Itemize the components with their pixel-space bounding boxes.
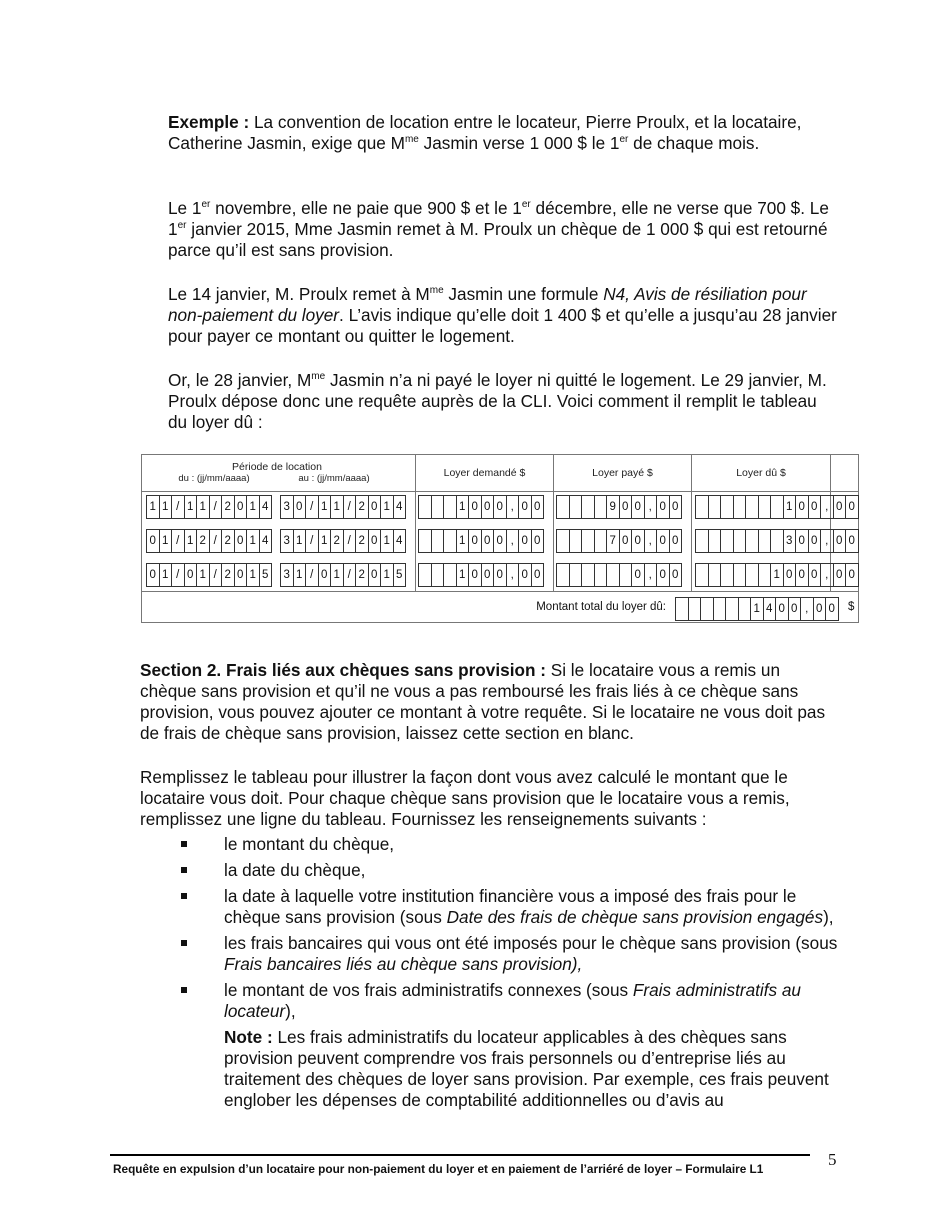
char-box: 1 (771, 563, 784, 587)
char-box: 1 (247, 563, 260, 587)
char-box (620, 563, 633, 587)
char-box: 3 (280, 495, 294, 519)
char-box: / (344, 563, 357, 587)
char-box: 1 (457, 529, 470, 553)
char-box (695, 563, 709, 587)
char-box: / (172, 495, 185, 519)
char-box (709, 495, 722, 519)
char-box (556, 529, 570, 553)
char-box: 1 (197, 563, 210, 587)
char-box: 1 (457, 495, 470, 519)
char-box: 0 (185, 563, 198, 587)
char-box: 0 (670, 529, 683, 553)
header-owed: Loyer dû $ (736, 467, 786, 479)
char-box: 0 (834, 495, 847, 519)
char-box: 0 (146, 529, 160, 553)
char-box: 0 (235, 529, 248, 553)
char-box: 1 (784, 495, 797, 519)
char-box (759, 563, 772, 587)
char-box: 0 (796, 495, 809, 519)
char-box: 1 (457, 563, 470, 587)
char-box: 1 (294, 529, 307, 553)
char-box: 1 (751, 597, 764, 621)
header-period: Période de location (232, 461, 322, 473)
char-box (689, 597, 702, 621)
char-box: 3 (280, 529, 294, 553)
char-box: / (210, 529, 223, 553)
char-box: 1 (160, 563, 173, 587)
char-box (432, 495, 445, 519)
char-box: 0 (657, 529, 670, 553)
char-box: 4 (260, 495, 273, 519)
char-box: 0 (482, 495, 495, 519)
char-box: / (210, 495, 223, 519)
char-box: 0 (369, 529, 382, 553)
char-box: 1 (294, 563, 307, 587)
char-box: 2 (197, 529, 210, 553)
char-box (570, 563, 583, 587)
char-box: 1 (185, 529, 198, 553)
char-box: 4 (260, 529, 273, 553)
char-box: 0 (776, 597, 789, 621)
char-box: 2 (356, 529, 369, 553)
char-box: 9 (607, 495, 620, 519)
footer-title: Requête en expulsion d’un locataire pour non-paiement du loyer et en paiement de l’arriéré de loyer – Formulaire L1 (113, 1162, 764, 1176)
char-box (726, 597, 739, 621)
example-paragraph-2: Le 1er novembre, elle ne paie que 900 $ et le 1er décembre, elle ne verse que 700 $. Le 1er janvier 2015, Mme Jasmin remet à M. Proulx un chèque de 1 000 $ qui est retourné parce qu’il est sans provision. (168, 198, 829, 260)
char-box: , (645, 563, 658, 587)
list-item: la date du chèque, (140, 860, 840, 881)
char-box: 0 (809, 495, 822, 519)
char-box: 0 (846, 495, 859, 519)
owed-amount-boxes (695, 563, 859, 587)
char-box: , (645, 529, 658, 553)
example-paragraph-4: Or, le 28 janvier, $M^{me}$ Jasmin n’a ni payé le loyer ni quitté le logement. Le 29 janvier, M. Proulx dépose donc une requête auprès de la CLI. Voici comment il remplit le tableau du loyer dû : (168, 370, 827, 432)
char-box: 0 (469, 495, 482, 519)
date-to-boxes (280, 563, 406, 587)
char-box (759, 495, 772, 519)
char-box (746, 529, 759, 553)
char-box: 0 (809, 529, 822, 553)
example-paragraph-1: Exemple : La convention de location entre le locateur, Pierre Proulx, et la locataire, Catherine Jasmin, exige que $M^{me}$ Jasmin verse 1 000 $ le 1er de chaque mois. (168, 112, 802, 153)
char-box: 0 (796, 529, 809, 553)
char-box: / (306, 529, 319, 553)
char-box: 5 (394, 563, 407, 587)
char-box (721, 495, 734, 519)
date-to-boxes (280, 495, 406, 519)
char-box: / (344, 495, 357, 519)
char-box (418, 563, 432, 587)
char-box: 0 (814, 597, 827, 621)
char-box (695, 495, 709, 519)
date-from-boxes (146, 495, 272, 519)
char-box (746, 495, 759, 519)
char-box (734, 495, 747, 519)
char-box: 0 (834, 529, 847, 553)
header-from: du : (jj/mm/aaaa) (178, 473, 250, 484)
char-box: 0 (632, 563, 645, 587)
char-box (746, 563, 759, 587)
rent-owed-table (141, 454, 859, 623)
char-box: 2 (356, 563, 369, 587)
char-box (556, 563, 570, 587)
list-item: les frais bancaires qui vous ont été imposés pour le chèque sans provision (sous Frais bancaires liés au chèque sans provision), (140, 933, 840, 975)
char-box: 0 (670, 495, 683, 519)
char-box (418, 529, 432, 553)
char-box: 7 (607, 529, 620, 553)
char-box: 0 (494, 563, 507, 587)
char-box: 1 (331, 495, 344, 519)
total-label: Montant total du loyer dû: (536, 601, 666, 613)
char-box (675, 597, 689, 621)
char-box: / (306, 563, 319, 587)
char-box: 3 (280, 563, 294, 587)
char-box: 1 (319, 495, 332, 519)
char-box (444, 529, 457, 553)
char-box: 0 (809, 563, 822, 587)
requested-amount-boxes (418, 529, 544, 553)
char-box: 0 (657, 495, 670, 519)
char-box: 0 (789, 597, 802, 621)
char-box (582, 529, 595, 553)
example-paragraph-3: Le 14 janvier, M. Proulx remet à $M^{me}$ Jasmin une formule N4, Avis de résiliation pour non-paiement du loyer. L’avis indique qu’elle doit 1 400 $ et qu’elle a jusqu’au 28 janvier pour payer ce montant ou quitter le logement. (168, 284, 837, 346)
char-box (709, 563, 722, 587)
char-box: 0 (482, 529, 495, 553)
char-box (739, 597, 752, 621)
char-box: 0 (670, 563, 683, 587)
char-box: 0 (519, 495, 532, 519)
char-box: 0 (620, 529, 633, 553)
char-box (595, 495, 608, 519)
char-box: / (306, 495, 319, 519)
char-box: 2 (222, 563, 235, 587)
char-box: 1 (146, 495, 160, 519)
total-currency: $ (848, 601, 855, 613)
date-from-boxes (146, 563, 272, 587)
char-box: 0 (632, 495, 645, 519)
char-box (759, 529, 772, 553)
char-box: 1 (381, 495, 394, 519)
char-box: 1 (160, 529, 173, 553)
char-box: 0 (369, 495, 382, 519)
paid-amount-boxes (556, 529, 682, 553)
char-box (721, 529, 734, 553)
char-box: 0 (532, 563, 545, 587)
section2-paragraph-2: Remplissez le tableau pour illustrer la façon dont vous avez calculé le montant que le locataire vous doit. Pour chaque chèque sans provision que le locataire vous a remis, remplissez une ligne du tableau. Fournissez les renseignements suivants : (140, 767, 790, 829)
char-box: 0 (826, 597, 839, 621)
char-box (771, 529, 784, 553)
char-box: , (645, 495, 658, 519)
char-box: 1 (319, 529, 332, 553)
char-box: 0 (235, 563, 248, 587)
char-box: 1 (247, 529, 260, 553)
char-box (444, 495, 457, 519)
char-box (734, 563, 747, 587)
char-box (701, 597, 714, 621)
paid-amount-boxes (556, 495, 682, 519)
char-box: 1 (160, 495, 173, 519)
char-box (582, 563, 595, 587)
char-box: 0 (482, 563, 495, 587)
char-box: 0 (519, 529, 532, 553)
char-box: 0 (846, 563, 859, 587)
requested-amount-boxes (418, 495, 544, 519)
char-box: 4 (394, 529, 407, 553)
owed-amount-boxes (695, 495, 859, 519)
header-requested: Loyer demandé $ (443, 467, 526, 479)
char-box: 0 (494, 529, 507, 553)
char-box: 0 (519, 563, 532, 587)
char-box: 0 (834, 563, 847, 587)
char-box: , (507, 563, 520, 587)
char-box (570, 529, 583, 553)
list-item: le montant du chèque, (140, 834, 840, 855)
char-box: 5 (260, 563, 273, 587)
char-box (709, 529, 722, 553)
char-box: / (172, 563, 185, 587)
section2-paragraph: Section 2. Frais liés aux chèques sans provision : Si le locataire vous a remis un chèque sans provision et qu’il ne vous a pas remboursé les frais liés à ce chèque sans provision, vous pouvez ajouter ce montant à votre requête. Si le locataire ne vous doit pas de frais de chèque sans provision, laissez cette section en blanc. (140, 660, 826, 743)
char-box: 2 (222, 529, 235, 553)
char-box: 1 (197, 495, 210, 519)
char-box (432, 529, 445, 553)
date-from-boxes (146, 529, 272, 553)
char-box: 2 (222, 495, 235, 519)
char-box: , (801, 597, 814, 621)
requested-amount-boxes (418, 563, 544, 587)
char-box (771, 495, 784, 519)
char-box: 0 (846, 529, 859, 553)
char-box: 0 (796, 563, 809, 587)
char-box: 1 (381, 529, 394, 553)
char-box: 0 (494, 495, 507, 519)
char-box: 0 (235, 495, 248, 519)
char-box: , (821, 495, 834, 519)
info-bullet-list (140, 834, 840, 1116)
char-box: 0 (532, 495, 545, 519)
char-box: 0 (620, 495, 633, 519)
char-box (432, 563, 445, 587)
char-box (570, 495, 583, 519)
char-box (582, 495, 595, 519)
char-box (721, 563, 734, 587)
char-box (595, 563, 608, 587)
char-box (695, 529, 709, 553)
char-box (714, 597, 727, 621)
char-box: 3 (784, 529, 797, 553)
section2-title: Section 2. Frais liés aux chèques sans provision : (140, 660, 546, 680)
char-box: 0 (146, 563, 160, 587)
char-box (556, 495, 570, 519)
total-amount-boxes (675, 597, 839, 621)
char-box: 0 (294, 495, 307, 519)
char-box: , (821, 529, 834, 553)
note-paragraph: Note : Les frais administratifs du locateur applicables à des chèques sans provision peuvent comprendre vos frais personnels ou d’entreprise liés au traitement des chèques de loyer sans provision. Par exemple, ces frais peuvent englober les dépenses de comptabilité additionnelles ou d’avis au (224, 1027, 829, 1110)
char-box: 2 (331, 529, 344, 553)
char-box: 1 (247, 495, 260, 519)
page-number: 5 (828, 1150, 837, 1169)
char-box: 0 (532, 529, 545, 553)
char-box: , (821, 563, 834, 587)
char-box: , (507, 529, 520, 553)
char-box (734, 529, 747, 553)
list-item: la date à laquelle votre institution financière vous a imposé des frais pour le chèque sans provision (sous Date des frais de chèque sans provision engagés), (140, 886, 840, 928)
char-box: 1 (381, 563, 394, 587)
char-box: 0 (319, 563, 332, 587)
char-box: 0 (469, 563, 482, 587)
footer-rule (110, 1154, 810, 1156)
char-box (418, 495, 432, 519)
char-box: 1 (185, 495, 198, 519)
char-box: , (507, 495, 520, 519)
char-box: 1 (331, 563, 344, 587)
char-box: / (172, 529, 185, 553)
char-box: / (210, 563, 223, 587)
char-box (444, 563, 457, 587)
list-item: le montant de vos frais administratifs connexes (sous Frais administratifs au locateur), (140, 980, 840, 1022)
char-box: 4 (394, 495, 407, 519)
header-paid: Loyer payé $ (592, 467, 653, 479)
char-box: 2 (356, 495, 369, 519)
char-box: 0 (632, 529, 645, 553)
char-box: 0 (469, 529, 482, 553)
char-box: 0 (784, 563, 797, 587)
char-box: / (344, 529, 357, 553)
owed-amount-boxes (695, 529, 859, 553)
char-box: 0 (369, 563, 382, 587)
header-to: au : (jj/mm/aaaa) (298, 473, 370, 484)
char-box (595, 529, 608, 553)
paid-amount-boxes (556, 563, 682, 587)
char-box: 0 (657, 563, 670, 587)
char-box (607, 563, 620, 587)
char-box: 4 (764, 597, 777, 621)
date-to-boxes (280, 529, 406, 553)
